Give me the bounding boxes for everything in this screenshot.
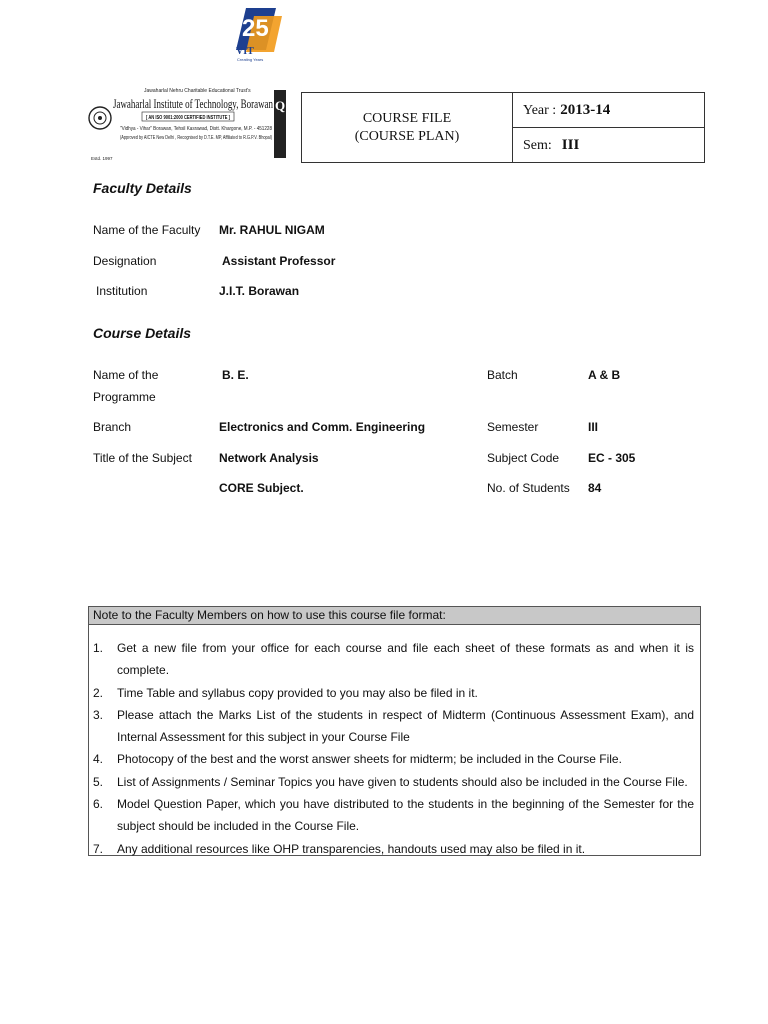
semester-label: Semester xyxy=(487,420,539,434)
year-value: 2013-14 xyxy=(560,102,611,118)
course-file-header xyxy=(301,92,705,163)
note-text: Please attach the Marks List of the students in respect of Midterm (Continuous Assessment Exam), and Internal Assessment for this subject in your Course File xyxy=(117,707,694,745)
note-text: Photocopy of the best and the worst answer sheets for midterm; be included in the Course File. xyxy=(117,752,622,767)
list-item xyxy=(89,637,700,682)
note-text: Get a new file from your office for each course and file each sheet of these formats as and when it is complete. xyxy=(117,641,694,678)
programme-label-line2: Programme xyxy=(93,390,156,404)
sem-label: Sem: xyxy=(523,138,552,153)
anniversary-tagline: Creating Years xyxy=(237,57,264,62)
subject-type: CORE Subject. xyxy=(219,481,304,495)
header-title-line2: (COURSE PLAN) xyxy=(354,128,460,144)
subject-code-label: Subject Code xyxy=(487,451,560,465)
anniversary-brand: VIT xyxy=(236,46,254,57)
programme-label-line1: Name of the xyxy=(93,368,159,382)
branch-label: Branch xyxy=(93,420,132,434)
institute-address: "Vidhya - Vihar" Borawan, Tehsil Kasrawad, Distt. Khargone, M.P. - 451228 xyxy=(120,126,273,132)
header-title xyxy=(302,93,513,162)
list-item xyxy=(89,793,700,838)
subject-code-value: EC - 305 xyxy=(588,451,636,465)
semester-value: III xyxy=(588,420,599,434)
note-number: 5. xyxy=(93,774,104,789)
designation-value: Assistant Professor xyxy=(222,254,336,268)
note-text: Time Table and syllabus copy provided to you may also be filed in it. xyxy=(117,685,478,700)
notes-list xyxy=(89,637,700,860)
sem-cell xyxy=(513,128,704,162)
q-badge: Q xyxy=(275,98,286,113)
course-section-title: Course Details xyxy=(93,325,192,341)
list-item xyxy=(89,771,700,793)
designation-label: Designation xyxy=(93,254,157,268)
notes-heading: Note to the Faculty Members on how to use this course file format: xyxy=(89,607,700,625)
note-number: 2. xyxy=(93,685,104,700)
institute-trust: Jawaharlal Nehru Charitable Educational Trust's xyxy=(144,88,251,94)
anniversary-numerals: 25 xyxy=(242,15,269,42)
year-cell xyxy=(513,93,704,128)
list-item xyxy=(89,704,700,749)
anniversary-logo xyxy=(232,6,284,62)
note-text: Any additional resources like OHP transparencies, handouts used may also be filed in it. xyxy=(117,841,586,856)
note-number: 3. xyxy=(93,707,104,722)
list-item xyxy=(89,682,700,704)
batch-value: A & B xyxy=(588,368,621,382)
faculty-name-value: Mr. RAHUL NIGAM xyxy=(219,223,325,237)
students-value: 84 xyxy=(588,481,602,495)
institute-approval: (Approved by AICTE New Delhi , Recognised by D.T.E. MP, Affiliated to R.G.P.V. Bhopal) xyxy=(120,135,273,141)
institute-logo xyxy=(88,86,286,162)
programme-value: B. E. xyxy=(222,368,249,382)
institute-iso: [ AN ISO 9001:2000 CERTIFIED INSTITUTE ] xyxy=(146,115,231,121)
institution-label: Institution xyxy=(96,284,148,298)
subject-title-label: Title of the Subject xyxy=(93,451,192,465)
batch-label: Batch xyxy=(487,368,518,382)
subject-title-value: Network Analysis xyxy=(219,451,319,465)
note-text: List of Assignments / Seminar Topics you have given to students should also be included in the Course File. xyxy=(117,774,688,789)
branch-value: Electronics and Comm. Engineering xyxy=(219,420,426,434)
list-item xyxy=(89,748,700,770)
note-number: 4. xyxy=(93,752,104,767)
year-label: Year : xyxy=(523,103,557,118)
note-text: Model Question Paper, which you have distributed to the students in the beginning of the Semester for the subject should be included in the Course File. xyxy=(117,797,694,834)
faculty-name-label: Name of the Faculty xyxy=(93,223,201,237)
students-label: No. of Students xyxy=(487,481,570,495)
institute-est: Estd. 1997 xyxy=(91,156,113,161)
sem-value: III xyxy=(561,137,580,153)
faculty-section-title: Faculty Details xyxy=(93,180,192,196)
list-item xyxy=(89,838,700,860)
note-number: 7. xyxy=(93,841,104,856)
faculty-notes-box xyxy=(88,606,701,856)
institute-name: Jawaharlal Institute of Technology, Borawan xyxy=(113,97,274,111)
institution-value: J.I.T. Borawan xyxy=(219,284,300,298)
note-number: 1. xyxy=(93,641,104,655)
note-number: 6. xyxy=(93,797,104,812)
header-title-line1: COURSE FILE xyxy=(362,110,452,126)
